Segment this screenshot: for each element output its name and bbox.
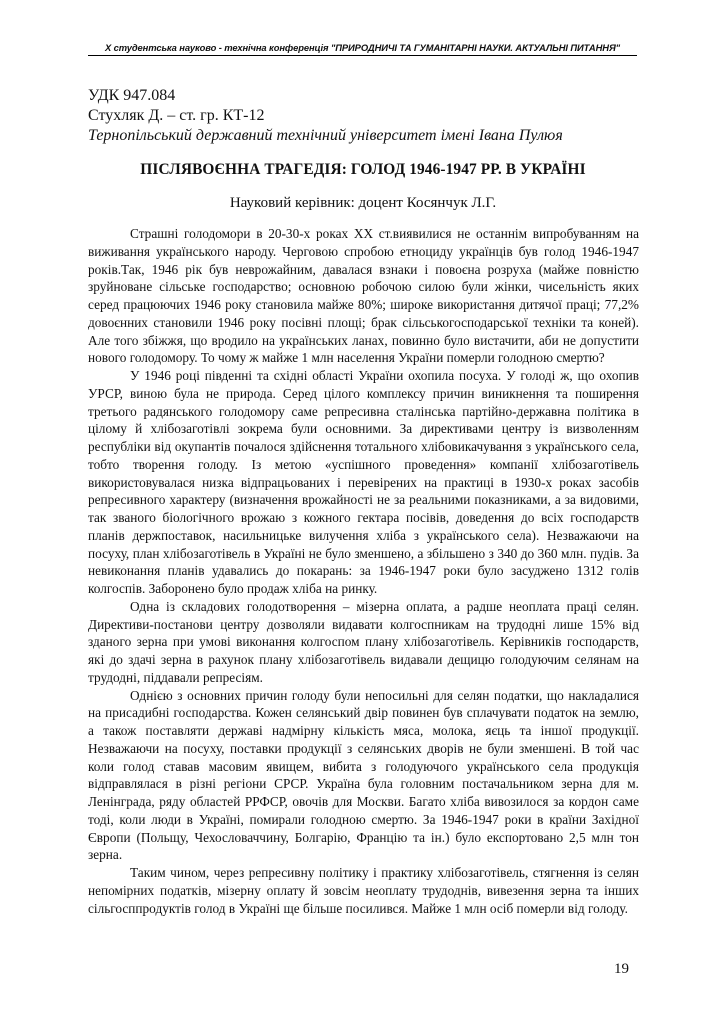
author-line: Стухляк Д. – ст. гр. КТ-12 [88, 107, 265, 124]
paragraph-4: Однією з основних причин голоду були непосильні для селян податки, що накладалися на присадибні господарства. Кожен селянський двір повинен був сплачувати податок на землю, а також поставляти державі надмірну кількість мяса, молока, яєць та іншої продукції. Незважаючи на посуху, поставки продукції з селянських дворів не були зменшені. В той час коли голод ставав масовим явищем, вибита з голодуючого українського села продукція відправлялася в різні регіони СРСР. Україна була головним постачальником зерна для м. Ленінграда, ряду областей РРФСР, овочів для Москви. Багато хліба вивозилося за кордон саме тоді, коли люди в Україні, помирали голодною смертю. За 1946-1947 роки в країни Західної Європи (Польщу, Чехословаччину, Болгарію, Францію та ін.) було експортовано 2,5 млн тон зерна. [88, 687, 639, 863]
paragraph-3: Одна із складових голодотворення – мізерна оплата, а радше неоплата праці селян. Директиви-постанови центру дозволяли видавати колгоспникам на трудодні лише 15% від зданого зерна при умові виконання колгоспом плану хлібозаготівель. Керівників господарств, які до здачі зерна в рахунок плану хлібозаготівель видавали дещицю голодуючим селянам на трудодні, піддавали репресіям. [88, 598, 639, 685]
article-title: ПІСЛЯВОЄННА ТРАГЕДІЯ: ГОЛОД 1946-1947 РР. В УКРАЇНІ [140, 161, 586, 178]
article-body [88, 225, 639, 917]
article-meta [88, 86, 648, 146]
udc-code: УДК 947.084 [88, 87, 176, 104]
university-line: Тернопільський державний технічний університет імені Івана Пулюя [88, 127, 563, 144]
paragraph-2: У 1946 році південні та східні області України охопила посуха. У голоді ж, що охопив УРСР, виною була не природа. Серед цілого комплексу причин виникнення та поширення третього радянського голодомору саме репресивна сталінська партійно-державна політика в цілому й хлібозаготівлі зокрема були основними. За директивами центру із визволенням республіки від окупантів почалося здійснення тотального хлібовикачування з українського села, тобто творення голоду. Із метою «успішного проведення» компанії хлібозаготівель використовувалася низка відпрацьованих і перевірених на практиці в 1930-х роках засобів репресивного характеру (визначення врожайності не за реальними показниками, а за видовими, так званого біологічного врожаю з кожного гектара посівів, доведення до всіх господарств планів держпоставок, насильницьке вилучення хліба з українського села). Незважаючи на посуху, план хлібозаготівель в Україні не було зменшено, а збільшено з 340 до 360 млн. пудів. За невиконання планів удавались до покарань: за 1946-1947 роки було засуджено 1312 голів колгоспів. Заборонено було продаж хліба на ринку. [88, 368, 639, 596]
paragraph-1: Страшні голодомори в 20-30-х роках XX ст.виявилися не останнім випробуванням на виживання українського народу. Черговою спробою етноциду українців був голод 1946-1947 років.Так, 1946 рік був неврожайним, давалася взнаки і повоєна розруха (майже повністю зруйноване сільське господарство; основною робочою силою були жінки, чисельність яких серед працюючих 1946 року становила майже 80%; широке використання дитячої праці; 77,2% довоєнних становили 1946 року посівні площі; брак сільськогосподарської техніки та коней). Але того збіжжя, що вродило на українських ланах, повинно було вистачити, аби не допустити нового голодомору. То чому ж майже 1 млн населення України померли голодною смертю? [88, 226, 639, 366]
paragraph-5: Таким чином, через репресивну політику і практику хлібозаготівель, стягнення із селян непомірних податків, мізерну оплату й зовсім неоплату трудоднів, вивезення зерна та інших сільгосппродуктів голод в Україні ще більше посилився. Майже 1 млн осіб померли від голоду. [88, 865, 639, 916]
conference-header: X студентська науково - технічна конференція "ПРИРОДНИЧІ ТА ГУМАНІТАРНІ НАУКИ. АКТУАЛЬНІ ПИТАННЯ" [88, 42, 637, 56]
page-number: 19 [614, 961, 629, 977]
supervisor-line: Науковий керівник: доцент Косянчук Л.Г. [229, 195, 497, 211]
